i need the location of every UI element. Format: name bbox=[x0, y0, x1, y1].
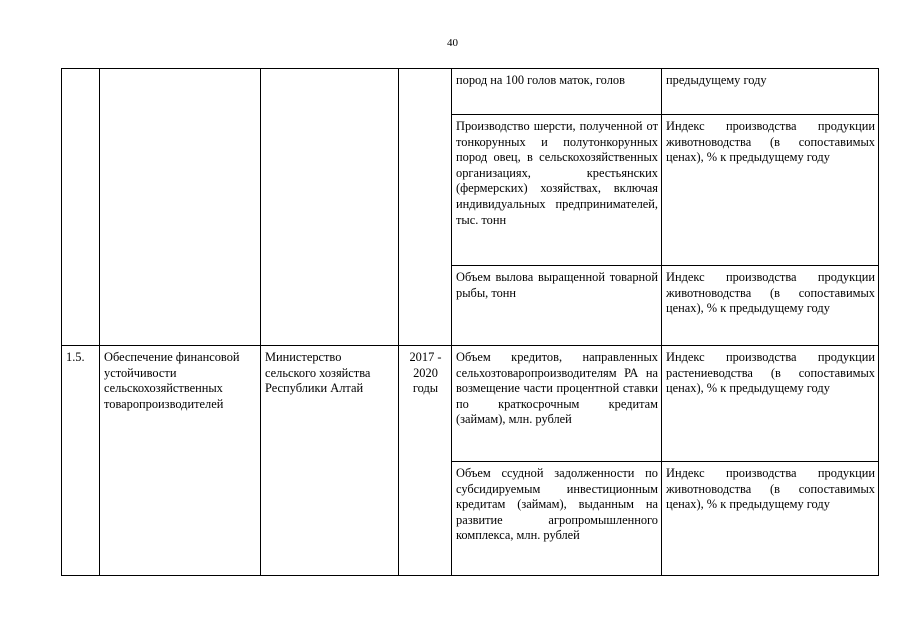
index-cell: предыдущему году bbox=[662, 69, 879, 115]
program-table bbox=[61, 68, 879, 576]
index-cell: Индекс производства продукции животноводства (в сопоставимых ценах), % к предыдущему году bbox=[662, 115, 879, 266]
indicator-cell: Производство шерсти, полученной от тонкорунных и полутонкорунных пород овец, в сельскохозяйственных организациях, крестьянских (фермерских) хозяйствах, включая индивидуальных предпринимателей, тыс. тонн bbox=[452, 115, 662, 266]
table-row bbox=[62, 346, 879, 462]
page-number: 40 bbox=[447, 37, 458, 49]
number-cell: 1.5. bbox=[62, 346, 100, 576]
index-cell: Индекс производства продукции животноводства (в сопоставимых ценах), % к предыдущему году bbox=[662, 462, 879, 576]
index-cell: Индекс производства продукции растениеводства (в сопоставимых ценах), % к предыдущему году bbox=[662, 346, 879, 462]
period-cell: 2017 - 2020 годы bbox=[399, 346, 452, 576]
executor-cell: Министерство сельского хозяйства Республики Алтай bbox=[261, 346, 399, 576]
name-cell: Обеспечение финансовой устойчивости сельскохозяйственных товаропроизводителей bbox=[100, 346, 261, 576]
indicator-cell: Объем кредитов, направленных сельхозтоваропроизводителям РА на возмещение части процентной ставки по краткосрочным кредитам (займам), млн. рублей bbox=[452, 346, 662, 462]
indicator-cell: Объем вылова выращенной товарной рыбы, тонн bbox=[452, 266, 662, 346]
executor-cell bbox=[261, 69, 399, 346]
period-cell bbox=[399, 69, 452, 346]
index-cell: Индекс производства продукции животноводства (в сопоставимых ценах), % к предыдущему году bbox=[662, 266, 879, 346]
name-cell bbox=[100, 69, 261, 346]
table-row bbox=[62, 69, 879, 115]
indicator-cell: пород на 100 голов маток, голов bbox=[452, 69, 662, 115]
indicator-cell: Объем ссудной задолженности по субсидируемым инвестиционным кредитам (займам), выданным на развитие агропромышленного комплекса, млн. рублей bbox=[452, 462, 662, 576]
number-cell bbox=[62, 69, 100, 346]
